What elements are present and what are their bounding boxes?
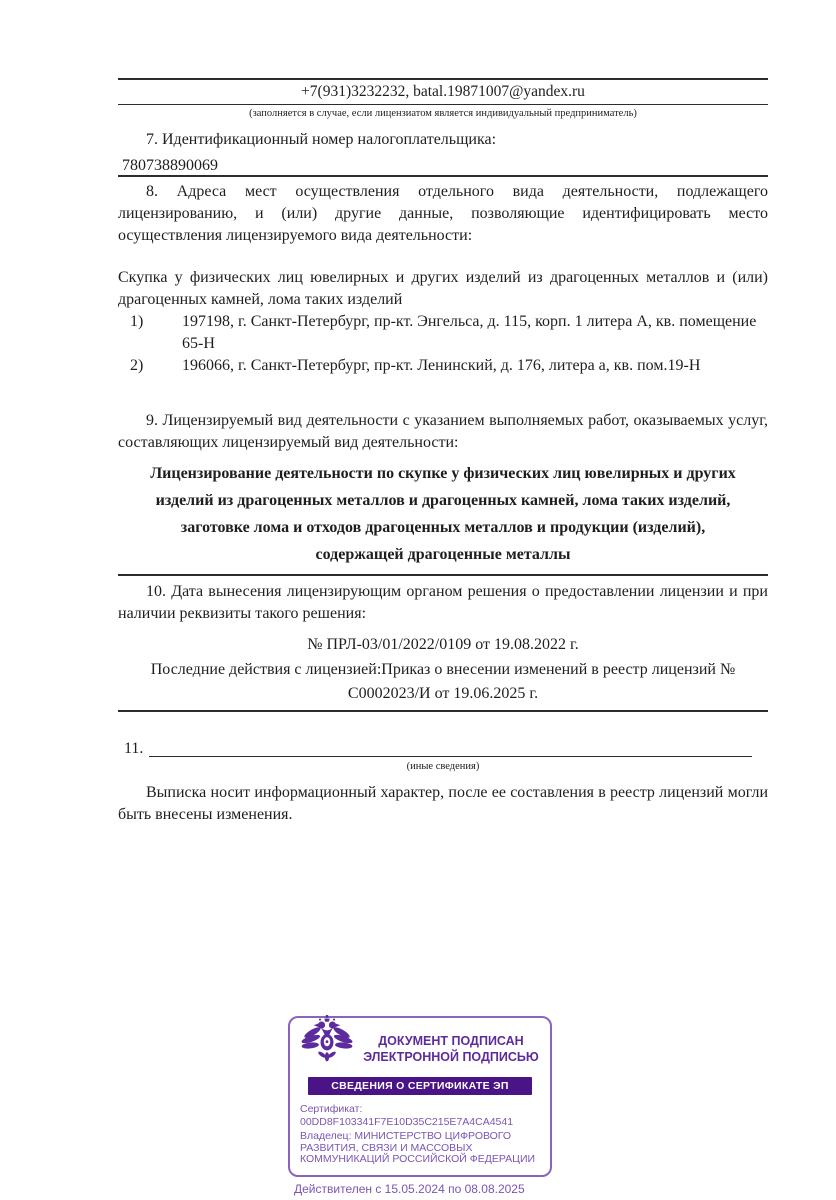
contact-line: +7(931)3232232, batal.19871007@yandex.ru (301, 83, 585, 100)
stamp-box (288, 1016, 552, 1177)
item10-text: 10. Дата вынесения лицензирующим органом решения о предоставлении лицензии и при наличии реквизиты такого решения: (118, 583, 768, 622)
item11-row (118, 738, 768, 760)
item7-label: 7. Идентификационный номер налогоплательщика: (146, 131, 497, 148)
address-item (118, 311, 768, 355)
license-description-line: заготовке лома и отходов драгоценных металлов и продукции (изделий), (180, 519, 706, 536)
certificate-value: 00DD8F103341F7E10D35C215E7A4CA4541 (300, 1115, 514, 1128)
electronic-signature-stamp (288, 1016, 560, 1196)
address-number: 2) (130, 357, 144, 374)
address-item (118, 355, 768, 377)
inn-value: 780738890069 (122, 157, 218, 174)
license-description (118, 460, 768, 576)
certificate-info-bar: СВЕДЕНИЯ О СЕРТИФИКАТЕ ЭП (308, 1077, 532, 1095)
stamp-title-line2: ЭЛЕКТРОННОЙ ПОДПИСЬЮ (363, 1050, 539, 1064)
disclaimer-text: Выписка носит информационный характер, после ее составления в реестр лицензий могли быть внесены изменения. (118, 784, 768, 823)
item8-activity: Скупка у физических лиц ювелирных и других изделий из драгоценных металлов и (или) драгоценных камней, лома таких изделий (118, 269, 768, 308)
certificate-details (300, 1104, 540, 1166)
contact-note: (заполняется в случае, если лицензиатом является индивидуальный предприниматель) (249, 108, 637, 119)
item9-text: 9. Лицензируемый вид деятельности с указанием выполняемых работ, оказываемых услуг, составляющих лицензируемый вид деятельности: (118, 412, 768, 451)
stamp-title (360, 1025, 542, 1065)
address-text: 197198, г. Санкт-Петербург, пр-кт. Энгельса, д. 115, корп. 1 литера А, кв. помещение 65-Н (182, 313, 757, 352)
address-number: 1) (130, 313, 144, 330)
stamp-title-line1: ДОКУМЕНТ ПОДПИСАН (378, 1034, 524, 1048)
license-description-line: Лицензирование деятельности по скупке у физических лиц ювелирных и других (150, 465, 736, 482)
document-body (118, 0, 768, 826)
license-description-line: содержащей драгоценные металлы (315, 546, 571, 563)
certificate-validity: Действителен с 15.05.2024 по 08.08.2025 (294, 1181, 525, 1196)
certificate-label: Сертификат: (300, 1103, 363, 1115)
decision-reference: № ПРЛ-03/01/2022/0109 от 19.08.2022 г. (307, 636, 579, 653)
item8-text: 8. Адреса мест осуществления отдельного вида деятельности, подлежащего лицензированию, и (или) другие данные, позволяющие идентифицировать место осуществления лицензируемого вида деятельности: (118, 183, 768, 244)
divider-inn (118, 175, 768, 177)
last-action-line2: С0002023/И от 19.06.2025 г. (118, 683, 768, 712)
certificate-owner: Владелец: МИНИСТЕРСТВО ЦИФРОВОГО РАЗВИТИЯ, СВЯЗИ И МАССОВЫХ КОММУНИКАЦИЙ РОССИЙСКОЙ ФЕДЕРАЦИИ (300, 1130, 536, 1165)
stamp-header (298, 1025, 542, 1073)
license-description-line: изделий из драгоценных металлов и драгоценных камней, лома таких изделий, (155, 492, 731, 509)
item11-blank-line (149, 740, 752, 757)
item11-note: (иные сведения) (406, 761, 480, 772)
item11-number: 11. (124, 740, 144, 757)
address-text: 196066, г. Санкт-Петербург, пр-кт. Ленинский, д. 176, литера а, кв. пом.19-Н (182, 357, 701, 374)
double-headed-eagle-icon (300, 1013, 354, 1065)
last-action-line1: Последние действия с лицензией:Приказ о внесении изменений в реестр лицензий № (150, 661, 736, 678)
